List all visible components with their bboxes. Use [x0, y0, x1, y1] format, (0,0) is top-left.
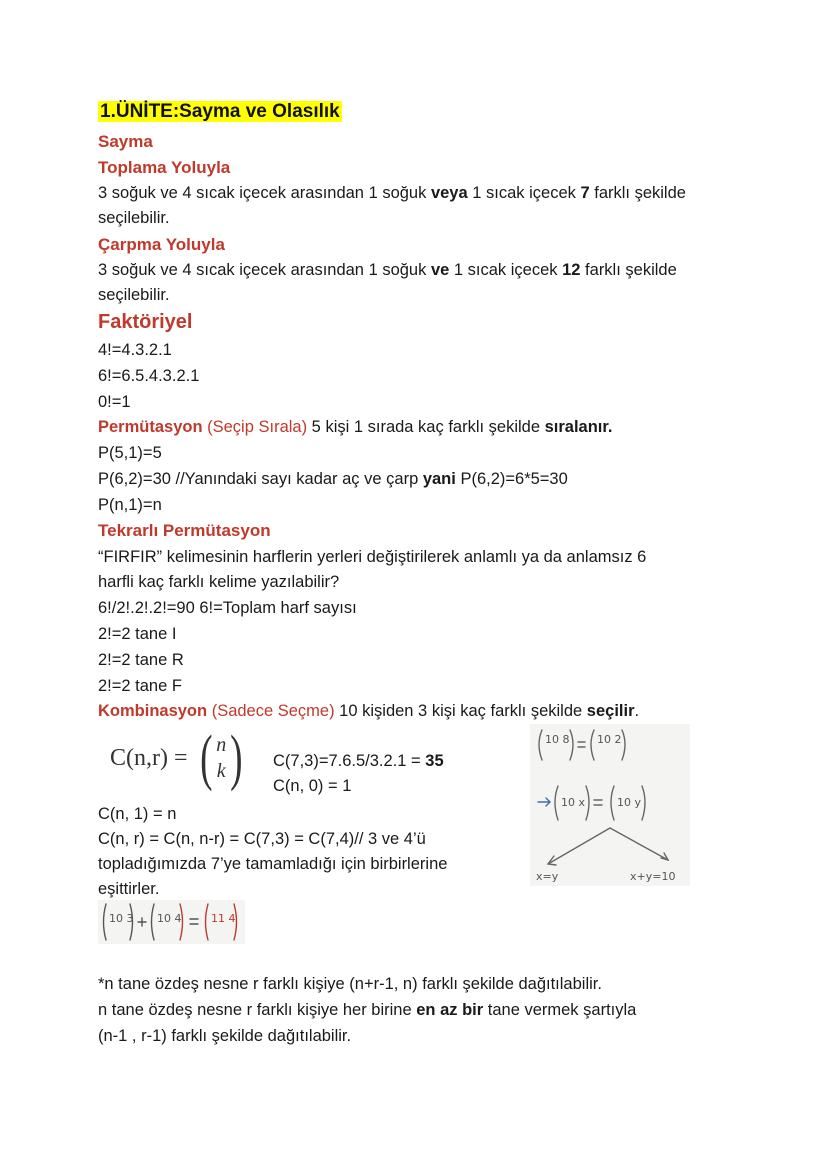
hw-eq1-left: 10 8: [545, 733, 570, 746]
hw-eq2-left: 10 x: [561, 796, 586, 809]
permutasyon-p3: P(n,1)=n: [98, 496, 162, 514]
text: C(7,3)=7.6.5/3.2.1 =: [273, 752, 426, 770]
right-paren: ): [230, 724, 243, 792]
hw-pascal-a: 10 3: [109, 912, 134, 925]
hw-eq2-right: 10 y: [617, 796, 642, 809]
left-paren: (: [199, 724, 213, 792]
heading-tekrarli: Tekrarlı Permütasyon: [98, 521, 271, 540]
hw-case-1: x=y: [536, 870, 559, 883]
permutasyon-p2: [98, 467, 568, 491]
bold-text: veya: [430, 184, 468, 202]
text: 5 kişi 1 sırada kaç farklı şekilde: [307, 418, 545, 436]
dagitim-line-2: [98, 998, 636, 1022]
bold-text: 12: [562, 261, 581, 279]
text: 3 soğuk ve 4 sıcak içecek arasından 1 soğuk: [98, 184, 431, 202]
formula-lhs: C(n,r) =: [110, 744, 188, 771]
tekrarli-line: “FIRFIR” kelimesinin harflerin yerleri değiştirilerek anlamlı ya da anlamsız 6: [98, 548, 647, 566]
toplama-line-2: seçilebilir.: [98, 209, 170, 227]
bold-text: ve: [430, 261, 450, 279]
dagitim-line-3: (n-1 , r-1) farklı şekilde dağıtılabilir.: [98, 1027, 352, 1045]
binomial-coefficient: [196, 724, 247, 792]
hw-case-2: x+y=10: [630, 870, 676, 883]
text: tane vermek şartıyla: [483, 1001, 637, 1019]
handwritten-notes-illustration: [530, 724, 690, 886]
tekrarli-line: 6!/2!.2!.2!=90 6!=Toplam harf sayısı: [98, 599, 357, 617]
tekrarli-line: 2!=2 tane I: [98, 625, 177, 643]
bold-text: seçilir: [586, 702, 635, 720]
text: farklı şekilde: [589, 184, 686, 202]
symmetry-line: C(n, r) = C(n, n-r) = C(7,3) = C(7,4)// 3 ve 4’ü: [98, 830, 426, 848]
heading-permutasyon: Permütasyon: [98, 418, 203, 436]
text: farklı şekilde: [580, 261, 677, 279]
tekrarli-line: harfli kaç farklı kelime yazılabilir?: [98, 573, 340, 591]
combination-formula: [110, 724, 247, 792]
permutasyon-paren: (Seçip Sırala): [202, 418, 308, 436]
cn1-line: C(n, 1) = n: [98, 805, 177, 823]
handwritten-pascal-photo: [98, 900, 245, 944]
heading-toplama: Toplama Yoluyla: [98, 158, 231, 177]
permutasyon-p1: P(5,1)=5: [98, 444, 162, 462]
faktoriyel-line: 0!=1: [98, 393, 131, 411]
tekrarli-line: 2!=2 tane R: [98, 651, 184, 669]
tekrarli-line: 2!=2 tane F: [98, 677, 182, 695]
text: P(6,2)=6*5=30: [455, 470, 568, 488]
bold-text: 7: [580, 184, 590, 202]
symmetry-line: eşittirler.: [98, 880, 160, 898]
title-highlight: 1.ÜNİTE:Sayma ve Olasılık: [100, 101, 340, 122]
binom-top: n: [216, 734, 227, 756]
heading-carpma: Çarpma Yoluyla: [98, 235, 225, 254]
heading-kombinasyon: Kombinasyon: [98, 702, 208, 720]
handwritten-symmetry-photo: [530, 724, 690, 886]
page-title: [98, 100, 342, 124]
cn0-line: C(n, 0) = 1: [273, 777, 352, 795]
bold-text: yani: [422, 470, 456, 488]
text: 1 sıcak içecek: [467, 184, 581, 202]
bold-text: en az bir: [416, 1001, 484, 1019]
text: P(6,2)=30 //Yanındaki sayı kadar aç ve çarp: [98, 470, 423, 488]
hw-pascal-c: 11 4: [211, 912, 236, 925]
carpma-line-2: seçilebilir.: [98, 286, 170, 304]
text: 10 kişiden 3 kişi kaç farklı şekilde: [334, 702, 587, 720]
faktoriyel-line: 6!=6.5.4.3.2.1: [98, 367, 200, 385]
text: 1 sıcak içecek: [449, 261, 563, 279]
permutasyon-heading-line: [98, 415, 613, 439]
toplama-line-1: [98, 181, 686, 205]
c73-line: [273, 749, 444, 773]
bold-text: sıralanır.: [544, 418, 613, 436]
binomial-values: [216, 732, 226, 784]
pascal-identity-illustration: [98, 900, 245, 944]
heading-sayma: Sayma: [98, 132, 153, 151]
text: n tane özdeş nesne r farklı kişiye her birine: [98, 1001, 417, 1019]
text: 3 soğuk ve 4 sıcak içecek arasından 1 soğuk: [98, 261, 431, 279]
heading-faktoriyel: Faktöriyel: [98, 311, 193, 333]
text: .: [634, 702, 640, 720]
bold-text: 35: [425, 752, 444, 770]
carpma-line-1: [98, 258, 677, 282]
faktoriyel-line: 4!=4.3.2.1: [98, 341, 172, 359]
hw-eq1-right: 10 2: [597, 733, 622, 746]
dagitim-line-1: *n tane özdeş nesne r farklı kişiye (n+r-1, n) farklı şekilde dağıtılabilir.: [98, 975, 602, 993]
hw-pascal-b: 10 4: [157, 912, 182, 925]
kombinasyon-heading-line: [98, 699, 639, 723]
binom-bottom: k: [216, 760, 226, 782]
kombinasyon-paren: (Sadece Seçme): [207, 702, 335, 720]
symmetry-line: topladığımızda 7’ye tamamladığı için birbirlerine: [98, 855, 448, 873]
